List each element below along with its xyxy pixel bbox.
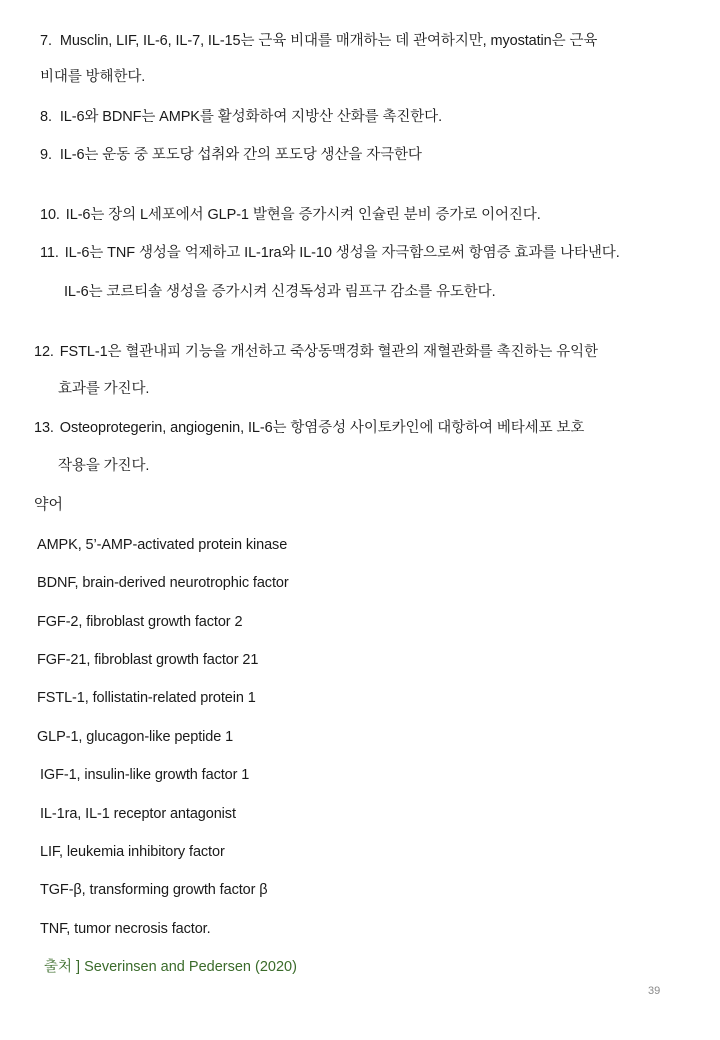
item-8-line-1: [40, 107, 442, 127]
item-11-line-1: [40, 243, 620, 263]
item-13-number: 13.: [34, 420, 54, 436]
item-11-number: 11.: [40, 245, 59, 261]
abbreviation-item-fgf-21: FGF-21, fibroblast growth factor 21: [37, 652, 259, 668]
item-13-line-2: 작용을 가진다.: [58, 458, 150, 474]
item-8-text-1: IL-6와 BDNF는 AMPK를 활성화하여 지방산 산화를 촉진한다.: [59, 109, 443, 125]
item-7-line-1: [40, 31, 597, 51]
item-12-text-1: FSTL-1은 혈관내피 기능을 개선하고 죽상동맥경화 혈관의 재혈관화를 촉진하는 유익한: [59, 344, 598, 360]
abbreviation-item-il-1ra: IL-1ra, IL-1 receptor antagonist: [40, 806, 236, 822]
abbreviation-item-tgf-beta: TGF-β, transforming growth factor β: [40, 882, 268, 898]
abbreviation-item-tnf: TNF, tumor necrosis factor.: [40, 921, 211, 937]
item-12-line-1: [34, 342, 598, 362]
source-citation: 출처 ] Severinsen and Pedersen (2020): [44, 959, 297, 975]
item-13-line-1: [34, 418, 584, 438]
abbreviation-item-fstl-1: FSTL-1, follistatin-related protein 1: [37, 690, 256, 706]
item-12-line-2: 효과를 가진다.: [58, 381, 150, 397]
abbreviation-item-bdnf: BDNF, brain-derived neurotrophic factor: [37, 575, 289, 591]
abbreviation-item-fgf-2: FGF-2, fibroblast growth factor 2: [37, 614, 243, 630]
item-10-number: 10.: [40, 207, 60, 223]
item-11-text-1: IL-6는 TNF 생성을 억제하고 IL-1ra와 IL-10 생성을 자극함으로써 항염증 효과를 나타낸다.: [64, 245, 620, 261]
item-9-number: 9.: [40, 147, 52, 163]
item-7-line-2: 비대를 방해한다.: [40, 69, 146, 85]
item-9-text-1: IL-6는 운동 중 포도당 섭취와 간의 포도당 생산을 자극한다: [59, 147, 422, 163]
item-13-text-1: Osteoprotegerin, angiogenin, IL-6는 항염증성 사이토카인에 대항하여 베타세포 보호: [59, 420, 585, 436]
item-10-text-1: IL-6는 장의 L세포에서 GLP-1 발현을 증가시켜 인슐린 분비 증가로 이어진다.: [65, 207, 541, 223]
abbreviations-heading: 약어: [34, 496, 63, 513]
abbreviation-item-ampk: AMPK, 5’-AMP-activated protein kinase: [37, 537, 288, 553]
item-7-number: 7.: [40, 33, 52, 49]
abbreviation-item-lif: LIF, leukemia inhibitory factor: [40, 844, 225, 860]
abbreviation-item-glp-1: GLP-1, glucagon-like peptide 1: [37, 729, 234, 745]
item-9-line-1: [40, 145, 422, 165]
item-12-number: 12.: [34, 344, 54, 360]
page-number: 39: [648, 985, 661, 997]
item-10-line-1: [40, 205, 541, 225]
item-7-text-1: Musclin, LIF, IL-6, IL-7, IL-15는 근육 비대를 매개하는 데 관여하지만, myostatin은 근육: [59, 33, 598, 49]
item-11-line-2: IL-6는 코르티솔 생성을 증가시켜 신경독성과 림프구 감소를 유도한다.: [64, 284, 496, 300]
abbreviation-item-igf-1: IGF-1, insulin-like growth factor 1: [40, 767, 250, 783]
item-8-number: 8.: [40, 109, 52, 125]
